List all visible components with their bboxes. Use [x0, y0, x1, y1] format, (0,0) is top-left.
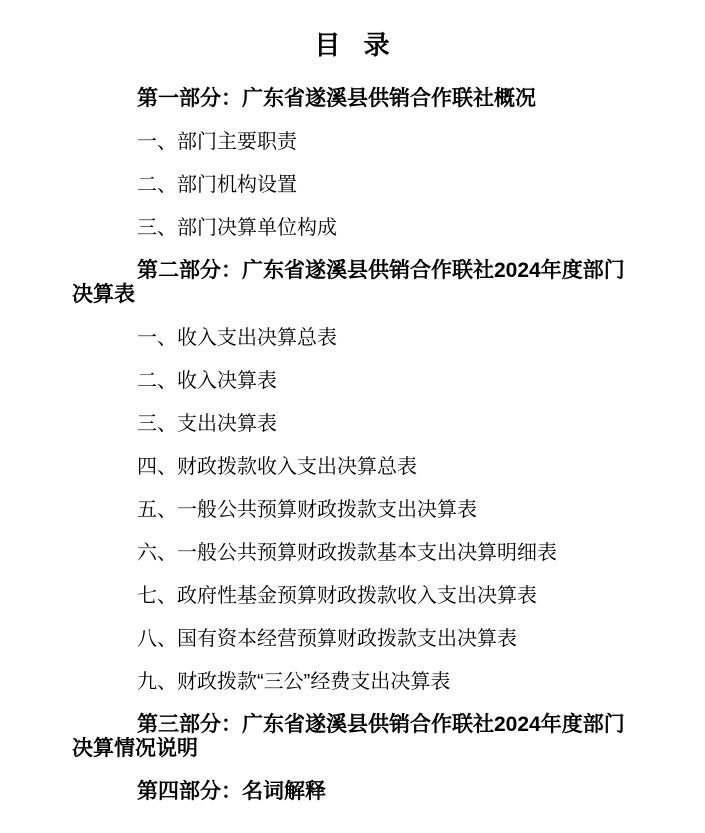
toc-entry-heading: 第三部分：广东省遂溪县供销合作联社2024年度部门决算情况说明	[72, 713, 625, 760]
toc-entry-heading: 第二部分：广东省遂溪县供销合作联社2024年度部门决算表	[72, 259, 625, 306]
toc-entry-item: 四、财政拨款收入支出决算总表	[137, 456, 417, 478]
toc-entry-item: 六、一般公共预算财政拨款基本支出决算明细表	[137, 542, 557, 564]
toc-entry-item: 一、部门主要职责	[137, 131, 297, 153]
toc-entry-heading: 第四部分：名词解释	[137, 780, 326, 803]
toc-entry-item: 一、收入支出决算总表	[137, 327, 337, 349]
toc-entry-item: 三、支出决算表	[137, 413, 277, 435]
toc-entry-item: 七、政府性基金预算财政拨款收入支出决算表	[137, 585, 537, 607]
toc-entry-item: 八、国有资本经营预算财政拨款支出决算表	[137, 628, 517, 650]
toc-list	[0, 87, 705, 804]
toc-entry-item: 三、部门决算单位构成	[137, 217, 337, 239]
toc-entry-item: 二、部门机构设置	[137, 174, 297, 196]
toc-entry-heading: 第一部分：广东省遂溪县供销合作联社概况	[137, 87, 536, 110]
toc-entry-item: 二、收入决算表	[137, 370, 277, 392]
page-title: 目 录	[314, 30, 391, 60]
toc-entry-item: 九、财政拨款“三公”经费支出决算表	[137, 671, 451, 693]
toc-entry-item: 五、一般公共预算财政拨款支出决算表	[137, 499, 477, 521]
